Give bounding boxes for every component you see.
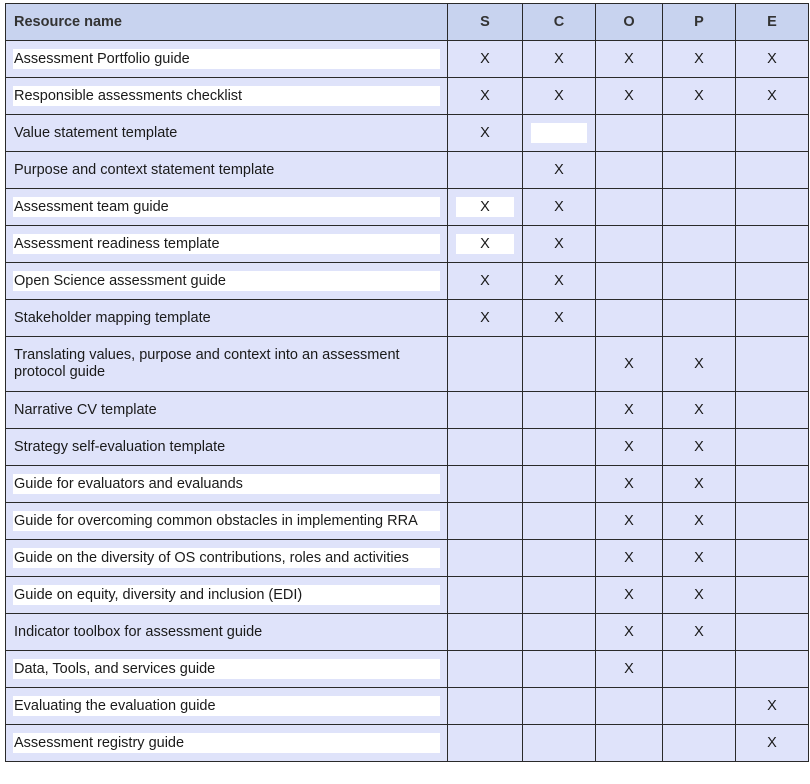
cell-s: [448, 503, 523, 540]
mark-p: X: [694, 624, 704, 640]
cell-e: [736, 226, 809, 263]
cell-c: [523, 466, 596, 503]
cell-e: [736, 503, 809, 540]
table-row: [6, 300, 809, 337]
cell-s: [448, 78, 523, 115]
cell-p: [663, 614, 736, 651]
resource-name-cell: [6, 152, 448, 189]
mark-p: X: [694, 356, 704, 372]
table-row: [6, 263, 809, 300]
mark-e: X: [767, 88, 777, 104]
header-c: C: [523, 4, 596, 41]
cell-c: [523, 540, 596, 577]
table-row: [6, 429, 809, 466]
mark-c: X: [554, 199, 564, 215]
resource-name-cell: [6, 337, 448, 392]
cell-o: [596, 614, 663, 651]
cell-c: [523, 337, 596, 392]
blank-field: [531, 123, 587, 143]
mark-c: X: [554, 88, 564, 104]
cell-s: [448, 725, 523, 762]
cell-o: [596, 466, 663, 503]
resource-name: Guide for evaluators and evaluands: [13, 474, 440, 494]
cell-p: [663, 115, 736, 152]
resource-name: Guide on the diversity of OS contributions, roles and activities: [13, 548, 440, 568]
resource-name: Translating values, purpose and context into an assessment protocol guide: [14, 347, 400, 380]
cell-c: [523, 226, 596, 263]
table-row: [6, 466, 809, 503]
cell-o: [596, 429, 663, 466]
resource-name: Data, Tools, and services guide: [13, 659, 440, 679]
mark-c: X: [554, 162, 564, 178]
resource-name-cell: [6, 540, 448, 577]
cell-e: [736, 78, 809, 115]
cell-o: [596, 152, 663, 189]
cell-c: [523, 577, 596, 614]
cell-e: [736, 152, 809, 189]
cell-e: [736, 651, 809, 688]
resource-name: Assessment Portfolio guide: [13, 49, 440, 69]
cell-e: [736, 263, 809, 300]
cell-c: [523, 152, 596, 189]
table-row: [6, 152, 809, 189]
cell-p: [663, 41, 736, 78]
mark-o: X: [624, 624, 634, 640]
cell-c: [523, 189, 596, 226]
cell-s: [448, 540, 523, 577]
mark-o: X: [624, 402, 634, 418]
resource-name: Open Science assessment guide: [13, 271, 440, 291]
cell-s: [448, 688, 523, 725]
header-s: S: [448, 4, 523, 41]
resource-name-cell: [6, 300, 448, 337]
cell-o: [596, 688, 663, 725]
resource-name-cell: [6, 429, 448, 466]
cell-p: [663, 337, 736, 392]
mark-s: X: [480, 310, 490, 326]
resource-name-cell: [6, 115, 448, 152]
table-row: [6, 115, 809, 152]
cell-e: [736, 540, 809, 577]
mark-s: X: [480, 125, 490, 141]
resource-name-cell: [6, 725, 448, 762]
cell-p: [663, 540, 736, 577]
header-e: E: [736, 4, 809, 41]
resource-name-cell: [6, 41, 448, 78]
resource-name: Narrative CV template: [14, 402, 157, 418]
cell-p: [663, 300, 736, 337]
cell-s: [448, 337, 523, 392]
cell-s: [448, 189, 523, 226]
resource-name: Assessment team guide: [13, 197, 440, 217]
cell-s: [448, 651, 523, 688]
cell-o: [596, 263, 663, 300]
cell-o: [596, 337, 663, 392]
cell-c: [523, 688, 596, 725]
mark-s: X: [480, 88, 490, 104]
mark-p: X: [694, 51, 704, 67]
cell-p: [663, 189, 736, 226]
cell-p: [663, 263, 736, 300]
cell-p: [663, 466, 736, 503]
cell-s: [448, 614, 523, 651]
header-o: O: [596, 4, 663, 41]
cell-o: [596, 725, 663, 762]
cell-c: [523, 725, 596, 762]
cell-p: [663, 688, 736, 725]
header-row: [6, 4, 809, 41]
cell-o: [596, 503, 663, 540]
mark-p: X: [694, 587, 704, 603]
table-row: [6, 540, 809, 577]
cell-p: [663, 429, 736, 466]
resource-name-cell: [6, 466, 448, 503]
resource-name: Responsible assessments checklist: [13, 86, 440, 106]
cell-e: [736, 614, 809, 651]
mark-o: X: [624, 51, 634, 67]
mark-o: X: [624, 513, 634, 529]
cell-e: [736, 577, 809, 614]
cell-c: [523, 614, 596, 651]
mark-p: X: [694, 513, 704, 529]
cell-p: [663, 152, 736, 189]
mark-s: X: [480, 273, 490, 289]
cell-s: [448, 152, 523, 189]
resource-table: [5, 3, 809, 762]
cell-c: [523, 78, 596, 115]
cell-p: [663, 78, 736, 115]
resource-name: Indicator toolbox for assessment guide: [14, 624, 263, 640]
table-row: [6, 41, 809, 78]
cell-o: [596, 300, 663, 337]
mark-e: X: [767, 51, 777, 67]
cell-p: [663, 651, 736, 688]
mark-p: X: [694, 402, 704, 418]
cell-c: [523, 651, 596, 688]
table-row: [6, 577, 809, 614]
cell-s: [448, 41, 523, 78]
resource-name-cell: [6, 392, 448, 429]
cell-o: [596, 189, 663, 226]
cell-e: [736, 466, 809, 503]
cell-o: [596, 226, 663, 263]
cell-s: [448, 392, 523, 429]
table-row: [6, 78, 809, 115]
table-row: [6, 226, 809, 263]
resource-name-cell: [6, 614, 448, 651]
table-row: [6, 392, 809, 429]
table-row: [6, 189, 809, 226]
mark-o: X: [624, 587, 634, 603]
resource-name-cell: [6, 577, 448, 614]
cell-c: [523, 392, 596, 429]
cell-p: [663, 226, 736, 263]
cell-e: [736, 189, 809, 226]
cell-s: [448, 577, 523, 614]
resource-name: Guide on equity, diversity and inclusion (EDI): [13, 585, 440, 605]
cell-p: [663, 725, 736, 762]
mark-o: X: [624, 439, 634, 455]
mark-c: X: [554, 273, 564, 289]
cell-e: [736, 41, 809, 78]
cell-p: [663, 392, 736, 429]
cell-s: [448, 226, 523, 263]
cell-o: [596, 577, 663, 614]
cell-c: [523, 115, 596, 152]
table-row: [6, 651, 809, 688]
resource-name: Purpose and context statement template: [14, 162, 275, 178]
cell-c: [523, 503, 596, 540]
cell-s: [448, 300, 523, 337]
cell-o: [596, 392, 663, 429]
mark-p: X: [694, 88, 704, 104]
cell-s: [448, 263, 523, 300]
mark-s: X: [480, 51, 490, 67]
table-row: [6, 337, 809, 392]
resource-name: Value statement template: [14, 125, 178, 141]
mark-s: X: [456, 197, 514, 217]
mark-c: X: [554, 51, 564, 67]
cell-p: [663, 503, 736, 540]
mark-s: X: [456, 234, 514, 254]
cell-p: [663, 577, 736, 614]
cell-e: [736, 688, 809, 725]
resource-name-cell: [6, 226, 448, 263]
mark-o: X: [624, 476, 634, 492]
mark-c: X: [554, 310, 564, 326]
resource-name-cell: [6, 189, 448, 226]
resource-name-cell: [6, 503, 448, 540]
cell-s: [448, 115, 523, 152]
cell-e: [736, 300, 809, 337]
cell-o: [596, 651, 663, 688]
cell-e: [736, 725, 809, 762]
mark-o: X: [624, 356, 634, 372]
resource-name-cell: [6, 78, 448, 115]
resource-name: Evaluating the evaluation guide: [13, 696, 440, 716]
mark-o: X: [624, 88, 634, 104]
resource-name-cell: [6, 651, 448, 688]
cell-c: [523, 263, 596, 300]
resource-name: Assessment registry guide: [13, 733, 440, 753]
mark-p: X: [694, 476, 704, 492]
mark-o: X: [624, 550, 634, 566]
table-row: [6, 688, 809, 725]
cell-o: [596, 41, 663, 78]
cell-s: [448, 466, 523, 503]
cell-e: [736, 429, 809, 466]
mark-p: X: [694, 550, 704, 566]
cell-e: [736, 115, 809, 152]
header-resource-name: Resource name: [6, 4, 448, 41]
mark-o: X: [624, 661, 634, 677]
cell-o: [596, 115, 663, 152]
cell-o: [596, 540, 663, 577]
mark-e: X: [767, 698, 777, 714]
mark-c: X: [554, 236, 564, 252]
cell-c: [523, 300, 596, 337]
resource-name: Stakeholder mapping template: [14, 310, 211, 326]
resource-name-cell: [6, 688, 448, 725]
resource-name: Assessment readiness template: [13, 234, 440, 254]
cell-c: [523, 41, 596, 78]
header-p: P: [663, 4, 736, 41]
cell-e: [736, 337, 809, 392]
resource-name: Guide for overcoming common obstacles in implementing RRA: [13, 511, 440, 531]
table-row: [6, 614, 809, 651]
table-row: [6, 725, 809, 762]
mark-e: X: [767, 735, 777, 751]
resource-name: Strategy self-evaluation template: [14, 439, 226, 455]
cell-o: [596, 78, 663, 115]
cell-c: [523, 429, 596, 466]
resource-name-cell: [6, 263, 448, 300]
cell-e: [736, 392, 809, 429]
table-row: [6, 503, 809, 540]
cell-s: [448, 429, 523, 466]
mark-p: X: [694, 439, 704, 455]
